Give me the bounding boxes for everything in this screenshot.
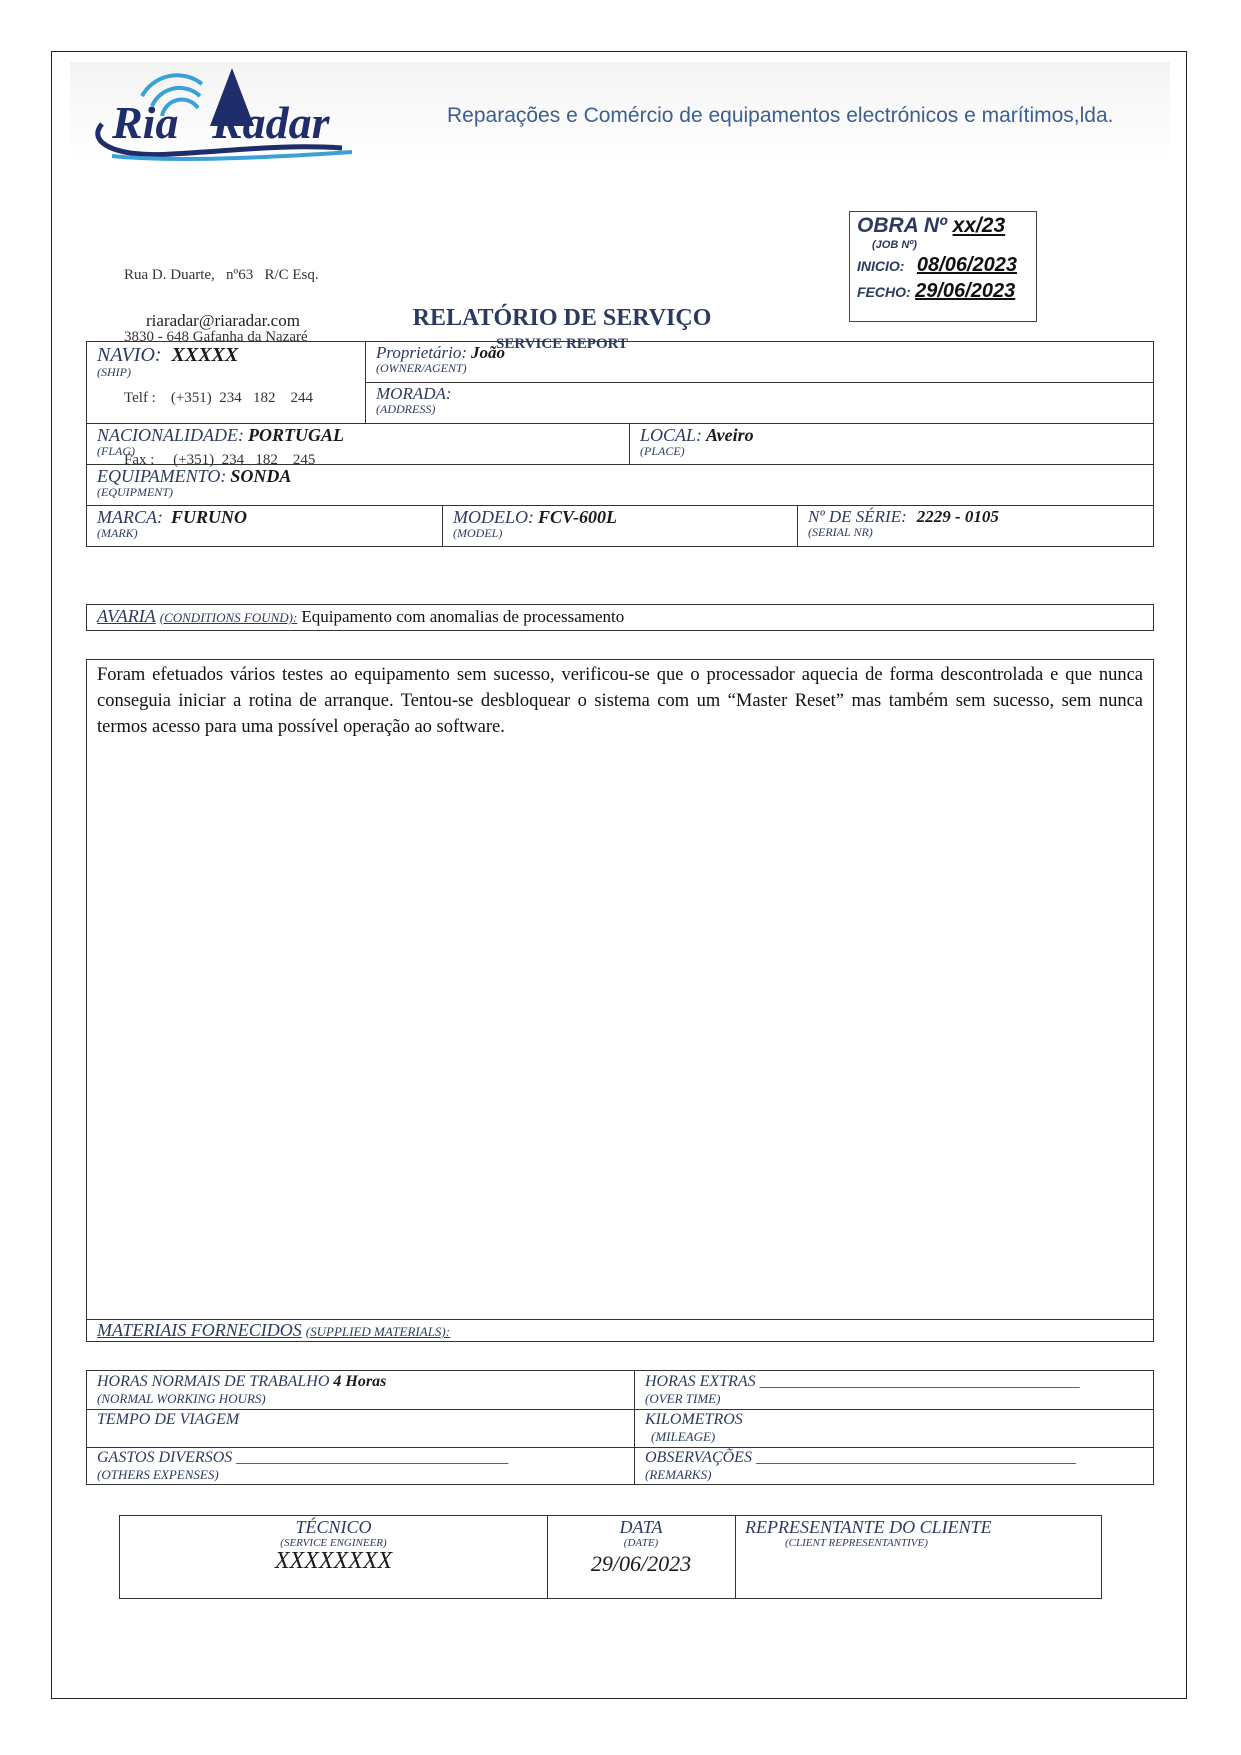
serial-cell	[808, 507, 999, 540]
materials-sub: (SUPPLIED MATERIALS):	[305, 1324, 451, 1339]
report-text: Foram efetuados vários testes ao equipamento sem sucesso, verificou-se que o processador aquecia de forma descontrolada e que nunca conseguia iniciar a rotina de arranque. Tentou-se desbloquear o sistema com um “Master Reset” mas também sem sucesso, sem nunca termos acesso para uma possível operação ao software.	[97, 665, 1143, 737]
client-rep-cell	[745, 1517, 992, 1549]
signature-table	[119, 1515, 1102, 1599]
place-label: LOCAL:	[640, 425, 703, 445]
owner-value: João	[470, 343, 505, 362]
place-cell	[640, 425, 754, 459]
info-table	[86, 341, 1154, 547]
remarks-label: OBSERVAÇÕES ________________________________________	[645, 1449, 1076, 1466]
expenses-sub: (OTHERS EXPENSES)	[97, 1467, 219, 1482]
inicio-value: 08/06/2023	[916, 254, 1018, 276]
model-cell	[453, 507, 617, 541]
report-body-box	[86, 659, 1154, 1342]
flag-label: NACIONALIDADE:	[97, 425, 244, 445]
flag-cell	[97, 425, 344, 459]
report-subtitle: SERVICE REPORT	[496, 336, 628, 352]
remarks-cell	[645, 1449, 1076, 1483]
technician-sub: (SERVICE ENGINEER)	[280, 1537, 387, 1549]
avaria-sub: (CONDITIONS FOUND):	[159, 610, 298, 625]
avaria-value: Equipamento com anomalias de processamento	[301, 607, 625, 626]
date-value: 29/06/2023	[590, 1551, 692, 1576]
serial-label: Nº DE SÉRIE:	[808, 507, 907, 526]
logo-graphic	[82, 66, 372, 166]
materials-row	[97, 1320, 450, 1341]
flag-sub: (FLAG)	[97, 444, 135, 458]
flag-value: PORTUGAL	[248, 425, 344, 445]
technician-label: TÉCNICO	[295, 1517, 372, 1537]
svg-text:Ria: Ria	[112, 97, 179, 148]
technician-cell	[120, 1516, 547, 1575]
hours-table	[86, 1370, 1154, 1485]
fecho-label: FECHO:	[857, 284, 911, 300]
technician-value: XXXXXXXX	[274, 1548, 393, 1574]
normal-hours-sub: (NORMAL WORKING HOURS)	[97, 1391, 266, 1406]
owner-cell	[376, 343, 505, 376]
ship-value: XXXXX	[171, 344, 239, 366]
inicio-label: INICIO:	[857, 258, 905, 274]
avaria-box	[86, 604, 1154, 631]
place-sub: (PLACE)	[640, 444, 685, 458]
equipment-cell	[97, 466, 291, 500]
place-value: Aveiro	[706, 425, 754, 445]
mark-cell	[97, 507, 247, 541]
phone-line: Telf : (+351) 234 182 244	[124, 390, 314, 406]
overtime-sub: (OVER TIME)	[645, 1391, 721, 1406]
date-label: DATA	[619, 1517, 663, 1537]
report-title: RELATÓRIO DE SERVIÇO	[412, 305, 712, 331]
overtime-cell	[645, 1373, 1080, 1407]
equipment-label: EQUIPAMENTO:	[97, 466, 227, 486]
equipment-value: SONDA	[230, 466, 292, 486]
equipment-sub: (EQUIPMENT)	[97, 485, 173, 499]
address-sub: (ADDRESS)	[376, 402, 436, 416]
normal-hours-value: 4 Horas	[333, 1373, 387, 1390]
model-label: MODELO:	[453, 507, 534, 527]
expenses-cell	[97, 1449, 508, 1483]
job-box	[849, 211, 1037, 322]
overtime-label: HORAS EXTRAS ________________________________________	[645, 1373, 1080, 1390]
materials-label: MATERIAIS FORNECIDOS	[97, 1320, 302, 1340]
owner-sub: (OWNER/AGENT)	[376, 361, 467, 375]
fecho-value: 29/06/2023	[915, 280, 1016, 302]
avaria-label: AVARIA	[97, 606, 156, 626]
client-rep-sub: (CLIENT REPRESENTANTIVE)	[785, 1537, 928, 1549]
travel-time-cell	[97, 1411, 239, 1428]
job-number-label: (JOB Nº)	[872, 239, 917, 251]
mileage-label: KILOMETROS	[645, 1411, 743, 1428]
address-line: 3830 - 648 Gafanha da Nazaré	[124, 328, 308, 345]
address-line: Rua D. Duarte, nº63 R/C Esq.	[124, 267, 319, 283]
normal-hours-label: HORAS NORMAIS DE TRABALHO	[97, 1373, 330, 1390]
company-email: riaradar@riaradar.com	[146, 311, 300, 330]
serial-sub: (SERIAL NR)	[808, 525, 873, 539]
expenses-label: GASTOS DIVERSOS __________________________________	[97, 1449, 509, 1466]
mark-value: FURUNO	[170, 507, 247, 527]
remarks-sub: (REMARKS)	[645, 1467, 712, 1482]
model-sub: (MODEL)	[453, 526, 503, 540]
address-label: MORADA:	[376, 384, 452, 403]
obra-label: OBRA Nº	[857, 214, 947, 237]
company-tagline: Reparações e Comércio de equipamentos electrónicos e marítimos,lda.	[447, 104, 1114, 127]
service-report-page	[51, 51, 1187, 1699]
ship-cell	[97, 344, 238, 380]
serial-value: 2229 - 0105	[916, 507, 999, 526]
company-logo	[82, 66, 372, 166]
ship-sub: (SHIP)	[97, 365, 131, 379]
ship-label: NAVIO:	[97, 344, 162, 366]
normal-hours-cell	[97, 1373, 386, 1407]
travel-time-label: TEMPO DE VIAGEM	[97, 1411, 240, 1428]
date-sub: (DATE)	[623, 1537, 659, 1549]
mileage-sub: (MILEAGE)	[651, 1429, 716, 1444]
mileage-cell	[645, 1411, 743, 1445]
model-value: FCV-600L	[538, 507, 618, 527]
fax-line: Fax : (+351) 234 182 245	[124, 451, 316, 468]
date-cell	[547, 1516, 735, 1577]
owner-label: Proprietário:	[376, 343, 467, 362]
mark-sub: (MARK)	[97, 526, 138, 540]
svg-text:Radar: Radar	[212, 97, 330, 148]
mark-label: MARCA:	[97, 507, 163, 527]
client-rep-label: REPRESENTANTE DO CLIENTE	[745, 1517, 992, 1537]
obra-value: xx/23	[952, 214, 1006, 237]
address-cell	[376, 384, 452, 417]
